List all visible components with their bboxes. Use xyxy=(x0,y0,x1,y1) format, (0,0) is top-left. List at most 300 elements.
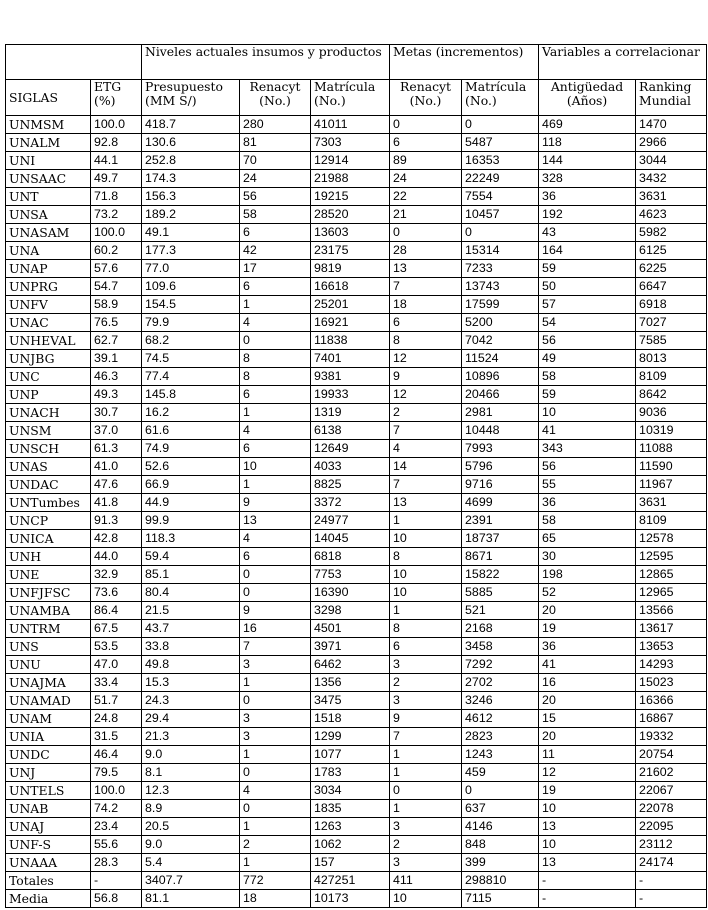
cell-siglas: UNA xyxy=(6,242,91,260)
cell-presupuesto: 80.4 xyxy=(142,584,240,602)
table-row xyxy=(6,404,707,422)
cell-ranking: 3044 xyxy=(636,152,707,170)
cell-meta-renacyt: 14 xyxy=(390,458,462,476)
cell-matricula: 427251 xyxy=(311,872,390,890)
cell-ranking: 14293 xyxy=(636,656,707,674)
cell-renacyt: 24 xyxy=(240,170,311,188)
cell-antiguedad: 20 xyxy=(539,728,636,746)
cell-meta-matricula: 4612 xyxy=(462,710,539,728)
cell-renacyt: 7 xyxy=(240,638,311,656)
cell-etg: 56.8 xyxy=(91,890,142,908)
cell-siglas: UNH xyxy=(6,548,91,566)
cell-renacyt: 6 xyxy=(240,224,311,242)
cell-antiguedad: - xyxy=(539,890,636,908)
table-row xyxy=(6,296,707,314)
cell-ranking: 20754 xyxy=(636,746,707,764)
table-row xyxy=(6,692,707,710)
cell-meta-matricula: 5200 xyxy=(462,314,539,332)
cell-etg: 57.6 xyxy=(91,260,142,278)
cell-etg: 53.5 xyxy=(91,638,142,656)
cell-etg: 47.6 xyxy=(91,476,142,494)
cell-matricula: 4033 xyxy=(311,458,390,476)
header-column-row xyxy=(6,80,707,116)
cell-siglas: UNDC xyxy=(6,746,91,764)
cell-siglas: UNC xyxy=(6,368,91,386)
cell-matricula: 3034 xyxy=(311,782,390,800)
cell-antiguedad: 49 xyxy=(539,350,636,368)
cell-etg: 91.3 xyxy=(91,512,142,530)
cell-meta-renacyt: 4 xyxy=(390,440,462,458)
cell-etg: 100.0 xyxy=(91,224,142,242)
cell-matricula: 16390 xyxy=(311,584,390,602)
cell-presupuesto: 44.9 xyxy=(142,494,240,512)
cell-etg: 62.7 xyxy=(91,332,142,350)
cell-siglas: UNAC xyxy=(6,314,91,332)
cell-ranking: 2966 xyxy=(636,134,707,152)
cell-meta-matricula: 15822 xyxy=(462,566,539,584)
cell-renacyt: 17 xyxy=(240,260,311,278)
cell-siglas: UNFJFSC xyxy=(6,584,91,602)
table-row xyxy=(6,350,707,368)
cell-ranking: 3631 xyxy=(636,188,707,206)
cell-presupuesto: 99.9 xyxy=(142,512,240,530)
cell-antiguedad: 10 xyxy=(539,404,636,422)
cell-ranking: 3631 xyxy=(636,494,707,512)
cell-meta-matricula: 5487 xyxy=(462,134,539,152)
cell-ranking: 15023 xyxy=(636,674,707,692)
col-ranking: Ranking Mundial xyxy=(636,80,707,116)
cell-meta-renacyt: 24 xyxy=(390,170,462,188)
cell-meta-matricula: 16353 xyxy=(462,152,539,170)
table-row xyxy=(6,242,707,260)
cell-meta-matricula: 2702 xyxy=(462,674,539,692)
cell-meta-matricula: 848 xyxy=(462,836,539,854)
cell-antiguedad: 56 xyxy=(539,332,636,350)
cell-etg: 61.3 xyxy=(91,440,142,458)
cell-meta-matricula: 7993 xyxy=(462,440,539,458)
cell-presupuesto: 21.3 xyxy=(142,728,240,746)
cell-matricula: 6818 xyxy=(311,548,390,566)
cell-ranking: 19332 xyxy=(636,728,707,746)
cell-renacyt: 0 xyxy=(240,566,311,584)
cell-matricula: 23175 xyxy=(311,242,390,260)
table-row xyxy=(6,836,707,854)
cell-siglas: UNALM xyxy=(6,134,91,152)
cell-presupuesto: 109.6 xyxy=(142,278,240,296)
cell-ranking: 21602 xyxy=(636,764,707,782)
table-row xyxy=(6,638,707,656)
cell-meta-matricula: 0 xyxy=(462,116,539,134)
cell-renacyt: 18 xyxy=(240,890,311,908)
cell-matricula: 3298 xyxy=(311,602,390,620)
cell-siglas: UNICA xyxy=(6,530,91,548)
cell-ranking: 7585 xyxy=(636,332,707,350)
cell-renacyt: 1 xyxy=(240,854,311,872)
cell-ranking: 24174 xyxy=(636,854,707,872)
cell-ranking: 12578 xyxy=(636,530,707,548)
cell-siglas: UNASAM xyxy=(6,224,91,242)
cell-presupuesto: 8.1 xyxy=(142,764,240,782)
cell-siglas: UNPRG xyxy=(6,278,91,296)
cell-siglas: UNTELS xyxy=(6,782,91,800)
cell-renacyt: 0 xyxy=(240,584,311,602)
cell-antiguedad: - xyxy=(539,872,636,890)
cell-meta-renacyt: 10 xyxy=(390,566,462,584)
table-row xyxy=(6,818,707,836)
cell-meta-matricula: 3246 xyxy=(462,692,539,710)
cell-matricula: 157 xyxy=(311,854,390,872)
cell-ranking: 11590 xyxy=(636,458,707,476)
cell-presupuesto: 189.2 xyxy=(142,206,240,224)
cell-ranking: 7027 xyxy=(636,314,707,332)
cell-renacyt: 70 xyxy=(240,152,311,170)
cell-matricula: 1356 xyxy=(311,674,390,692)
cell-meta-matricula: 7233 xyxy=(462,260,539,278)
cell-antiguedad: 198 xyxy=(539,566,636,584)
cell-meta-renacyt: 6 xyxy=(390,134,462,152)
cell-presupuesto: 74.5 xyxy=(142,350,240,368)
cell-ranking: 1470 xyxy=(636,116,707,134)
cell-siglas: UNAM xyxy=(6,710,91,728)
cell-meta-matricula: 2981 xyxy=(462,404,539,422)
cell-antiguedad: 41 xyxy=(539,422,636,440)
cell-meta-matricula: 4146 xyxy=(462,818,539,836)
cell-matricula: 16618 xyxy=(311,278,390,296)
cell-antiguedad: 43 xyxy=(539,224,636,242)
cell-etg: 49.3 xyxy=(91,386,142,404)
cell-antiguedad: 10 xyxy=(539,836,636,854)
cell-meta-renacyt: 1 xyxy=(390,602,462,620)
cell-meta-matricula: 521 xyxy=(462,602,539,620)
cell-etg: 39.1 xyxy=(91,350,142,368)
cell-ranking: 8109 xyxy=(636,512,707,530)
col-etg: ETG (%) xyxy=(91,80,142,116)
cell-meta-renacyt: 1 xyxy=(390,512,462,530)
cell-etg: 31.5 xyxy=(91,728,142,746)
cell-renacyt: 81 xyxy=(240,134,311,152)
table-row xyxy=(6,206,707,224)
cell-antiguedad: 55 xyxy=(539,476,636,494)
cell-etg: 44.1 xyxy=(91,152,142,170)
cell-ranking: 8013 xyxy=(636,350,707,368)
cell-meta-renacyt: 3 xyxy=(390,818,462,836)
col-antiguedad: Antigüedad (Años) xyxy=(539,80,636,116)
cell-presupuesto: 145.8 xyxy=(142,386,240,404)
cell-meta-matricula: 7042 xyxy=(462,332,539,350)
cell-etg: 46.3 xyxy=(91,368,142,386)
cell-renacyt: 0 xyxy=(240,764,311,782)
cell-antiguedad: 19 xyxy=(539,782,636,800)
cell-renacyt: 1 xyxy=(240,818,311,836)
cell-meta-matricula: 13743 xyxy=(462,278,539,296)
table-row xyxy=(6,386,707,404)
university-data-table xyxy=(5,44,707,908)
cell-etg: 73.6 xyxy=(91,584,142,602)
cell-antiguedad: 58 xyxy=(539,368,636,386)
cell-meta-matricula: 22249 xyxy=(462,170,539,188)
cell-etg: 47.0 xyxy=(91,656,142,674)
cell-presupuesto: 49.1 xyxy=(142,224,240,242)
cell-meta-matricula: 18737 xyxy=(462,530,539,548)
cell-ranking: 22078 xyxy=(636,800,707,818)
cell-siglas: UNJBG xyxy=(6,350,91,368)
cell-renacyt: 2 xyxy=(240,836,311,854)
cell-siglas: UNS xyxy=(6,638,91,656)
cell-matricula: 9819 xyxy=(311,260,390,278)
cell-meta-matricula: 8671 xyxy=(462,548,539,566)
cell-antiguedad: 50 xyxy=(539,278,636,296)
cell-meta-renacyt: 1 xyxy=(390,746,462,764)
cell-renacyt: 1 xyxy=(240,674,311,692)
cell-presupuesto: 77.0 xyxy=(142,260,240,278)
cell-ranking: 23112 xyxy=(636,836,707,854)
cell-antiguedad: 11 xyxy=(539,746,636,764)
cell-meta-renacyt: 3 xyxy=(390,854,462,872)
table-row xyxy=(6,548,707,566)
cell-meta-matricula: 4699 xyxy=(462,494,539,512)
header-group-row xyxy=(6,45,707,80)
cell-ranking: 3432 xyxy=(636,170,707,188)
cell-meta-renacyt: 1 xyxy=(390,764,462,782)
cell-meta-matricula: 2391 xyxy=(462,512,539,530)
cell-presupuesto: 177.3 xyxy=(142,242,240,260)
cell-matricula: 1518 xyxy=(311,710,390,728)
cell-etg: 67.5 xyxy=(91,620,142,638)
cell-etg: 41.0 xyxy=(91,458,142,476)
cell-presupuesto: 9.0 xyxy=(142,836,240,854)
cell-etg: 100.0 xyxy=(91,782,142,800)
cell-renacyt: 4 xyxy=(240,314,311,332)
col-presupuesto: Presupuesto (MM S/) xyxy=(142,80,240,116)
cell-ranking: 6918 xyxy=(636,296,707,314)
table-row xyxy=(6,314,707,332)
cell-meta-renacyt: 13 xyxy=(390,494,462,512)
cell-siglas: UNT xyxy=(6,188,91,206)
cell-renacyt: 3 xyxy=(240,728,311,746)
cell-meta-matricula: 7115 xyxy=(462,890,539,908)
cell-meta-renacyt: 7 xyxy=(390,422,462,440)
cell-siglas: UNAAA xyxy=(6,854,91,872)
cell-presupuesto: 156.3 xyxy=(142,188,240,206)
group-niveles: Niveles actuales insumos y productos xyxy=(142,45,390,80)
cell-etg: 71.8 xyxy=(91,188,142,206)
col-matricula: Matrícula (No.) xyxy=(311,80,390,116)
table-row xyxy=(6,476,707,494)
col-meta-renacyt: Renacyt (No.) xyxy=(390,80,462,116)
cell-meta-matricula: 15314 xyxy=(462,242,539,260)
cell-presupuesto: 24.3 xyxy=(142,692,240,710)
cell-antiguedad: 59 xyxy=(539,386,636,404)
cell-etg: 51.7 xyxy=(91,692,142,710)
cell-renacyt: 4 xyxy=(240,782,311,800)
cell-meta-matricula: 0 xyxy=(462,224,539,242)
cell-matricula: 1783 xyxy=(311,764,390,782)
cell-antiguedad: 36 xyxy=(539,494,636,512)
cell-etg: 79.5 xyxy=(91,764,142,782)
cell-presupuesto: 252.8 xyxy=(142,152,240,170)
cell-antiguedad: 12 xyxy=(539,764,636,782)
cell-matricula: 6462 xyxy=(311,656,390,674)
cell-matricula: 13603 xyxy=(311,224,390,242)
cell-matricula: 19215 xyxy=(311,188,390,206)
cell-antiguedad: 16 xyxy=(539,674,636,692)
cell-presupuesto: 418.7 xyxy=(142,116,240,134)
cell-meta-matricula: 17599 xyxy=(462,296,539,314)
cell-renacyt: 1 xyxy=(240,746,311,764)
cell-etg: 24.8 xyxy=(91,710,142,728)
cell-ranking: 6647 xyxy=(636,278,707,296)
cell-renacyt: 4 xyxy=(240,422,311,440)
cell-antiguedad: 41 xyxy=(539,656,636,674)
cell-renacyt: 6 xyxy=(240,386,311,404)
cell-meta-renacyt: 89 xyxy=(390,152,462,170)
cell-meta-renacyt: 21 xyxy=(390,206,462,224)
table-row xyxy=(6,458,707,476)
cell-ranking: 9036 xyxy=(636,404,707,422)
cell-meta-renacyt: 3 xyxy=(390,692,462,710)
cell-siglas: UNSCH xyxy=(6,440,91,458)
cell-matricula: 19933 xyxy=(311,386,390,404)
cell-siglas: UNSM xyxy=(6,422,91,440)
cell-ranking: - xyxy=(636,872,707,890)
cell-meta-renacyt: 22 xyxy=(390,188,462,206)
table-row xyxy=(6,674,707,692)
cell-meta-matricula: 5796 xyxy=(462,458,539,476)
table-row xyxy=(6,890,707,908)
cell-ranking: 12965 xyxy=(636,584,707,602)
cell-siglas: UNTRM xyxy=(6,620,91,638)
table-row xyxy=(6,422,707,440)
cell-ranking: 13566 xyxy=(636,602,707,620)
cell-presupuesto: 77.4 xyxy=(142,368,240,386)
table-row xyxy=(6,620,707,638)
cell-meta-renacyt: 0 xyxy=(390,116,462,134)
cell-meta-renacyt: 7 xyxy=(390,476,462,494)
cell-antiguedad: 144 xyxy=(539,152,636,170)
cell-matricula: 1263 xyxy=(311,818,390,836)
cell-etg: 41.8 xyxy=(91,494,142,512)
cell-ranking: 11967 xyxy=(636,476,707,494)
cell-meta-matricula: 2823 xyxy=(462,728,539,746)
cell-meta-matricula: 7554 xyxy=(462,188,539,206)
cell-presupuesto: 154.5 xyxy=(142,296,240,314)
cell-matricula: 1299 xyxy=(311,728,390,746)
cell-etg: 30.7 xyxy=(91,404,142,422)
table-row xyxy=(6,170,707,188)
cell-matricula: 12914 xyxy=(311,152,390,170)
cell-meta-matricula: 1243 xyxy=(462,746,539,764)
cell-meta-renacyt: 28 xyxy=(390,242,462,260)
cell-meta-renacyt: 7 xyxy=(390,278,462,296)
cell-meta-renacyt: 2 xyxy=(390,674,462,692)
cell-renacyt: 16 xyxy=(240,620,311,638)
cell-siglas: UNF-S xyxy=(6,836,91,854)
table-row xyxy=(6,656,707,674)
cell-matricula: 3971 xyxy=(311,638,390,656)
cell-siglas: UNFV xyxy=(6,296,91,314)
cell-matricula: 14045 xyxy=(311,530,390,548)
table-row xyxy=(6,764,707,782)
table-row xyxy=(6,368,707,386)
cell-meta-renacyt: 3 xyxy=(390,656,462,674)
cell-antiguedad: 469 xyxy=(539,116,636,134)
cell-presupuesto: 9.0 xyxy=(142,746,240,764)
cell-ranking: 22095 xyxy=(636,818,707,836)
cell-presupuesto: 130.6 xyxy=(142,134,240,152)
cell-siglas: UNU xyxy=(6,656,91,674)
cell-renacyt: 10 xyxy=(240,458,311,476)
cell-presupuesto: 20.5 xyxy=(142,818,240,836)
cell-presupuesto: 61.6 xyxy=(142,422,240,440)
cell-ranking: 10319 xyxy=(636,422,707,440)
cell-siglas: Media xyxy=(6,890,91,908)
cell-meta-matricula: 399 xyxy=(462,854,539,872)
cell-meta-matricula: 11524 xyxy=(462,350,539,368)
cell-matricula: 16921 xyxy=(311,314,390,332)
cell-siglas: UNAJ xyxy=(6,818,91,836)
cell-siglas: UNHEVAL xyxy=(6,332,91,350)
cell-presupuesto: 174.3 xyxy=(142,170,240,188)
cell-renacyt: 1 xyxy=(240,476,311,494)
cell-meta-renacyt: 6 xyxy=(390,314,462,332)
cell-meta-renacyt: 9 xyxy=(390,710,462,728)
cell-meta-renacyt: 18 xyxy=(390,296,462,314)
cell-antiguedad: 192 xyxy=(539,206,636,224)
cell-meta-matricula: 10457 xyxy=(462,206,539,224)
cell-meta-matricula: 10448 xyxy=(462,422,539,440)
cell-matricula: 1062 xyxy=(311,836,390,854)
cell-matricula: 25201 xyxy=(311,296,390,314)
cell-meta-renacyt: 7 xyxy=(390,728,462,746)
cell-renacyt: 280 xyxy=(240,116,311,134)
table-row xyxy=(6,584,707,602)
group-metas: Metas (incrementos) xyxy=(390,45,539,80)
cell-presupuesto: 3407.7 xyxy=(142,872,240,890)
cell-matricula: 1835 xyxy=(311,800,390,818)
cell-ranking: - xyxy=(636,890,707,908)
cell-meta-renacyt: 6 xyxy=(390,638,462,656)
cell-ranking: 8642 xyxy=(636,386,707,404)
cell-ranking: 16366 xyxy=(636,692,707,710)
cell-antiguedad: 328 xyxy=(539,170,636,188)
cell-etg: 42.8 xyxy=(91,530,142,548)
cell-siglas: UNSA xyxy=(6,206,91,224)
cell-presupuesto: 66.9 xyxy=(142,476,240,494)
cell-matricula: 11838 xyxy=(311,332,390,350)
cell-matricula: 3372 xyxy=(311,494,390,512)
cell-etg: 55.6 xyxy=(91,836,142,854)
cell-renacyt: 3 xyxy=(240,656,311,674)
cell-antiguedad: 57 xyxy=(539,296,636,314)
cell-etg: 44.0 xyxy=(91,548,142,566)
cell-renacyt: 13 xyxy=(240,512,311,530)
cell-siglas: UNIA xyxy=(6,728,91,746)
cell-meta-renacyt: 8 xyxy=(390,620,462,638)
col-siglas: SIGLAS xyxy=(6,80,91,116)
cell-meta-matricula: 7292 xyxy=(462,656,539,674)
cell-ranking: 6125 xyxy=(636,242,707,260)
cell-etg: 46.4 xyxy=(91,746,142,764)
cell-siglas: UNAMAD xyxy=(6,692,91,710)
cell-siglas: UNTumbes xyxy=(6,494,91,512)
cell-etg: 54.7 xyxy=(91,278,142,296)
cell-siglas: UNDAC xyxy=(6,476,91,494)
cell-antiguedad: 164 xyxy=(539,242,636,260)
table-row xyxy=(6,602,707,620)
cell-antiguedad: 65 xyxy=(539,530,636,548)
cell-meta-renacyt: 10 xyxy=(390,584,462,602)
cell-antiguedad: 343 xyxy=(539,440,636,458)
